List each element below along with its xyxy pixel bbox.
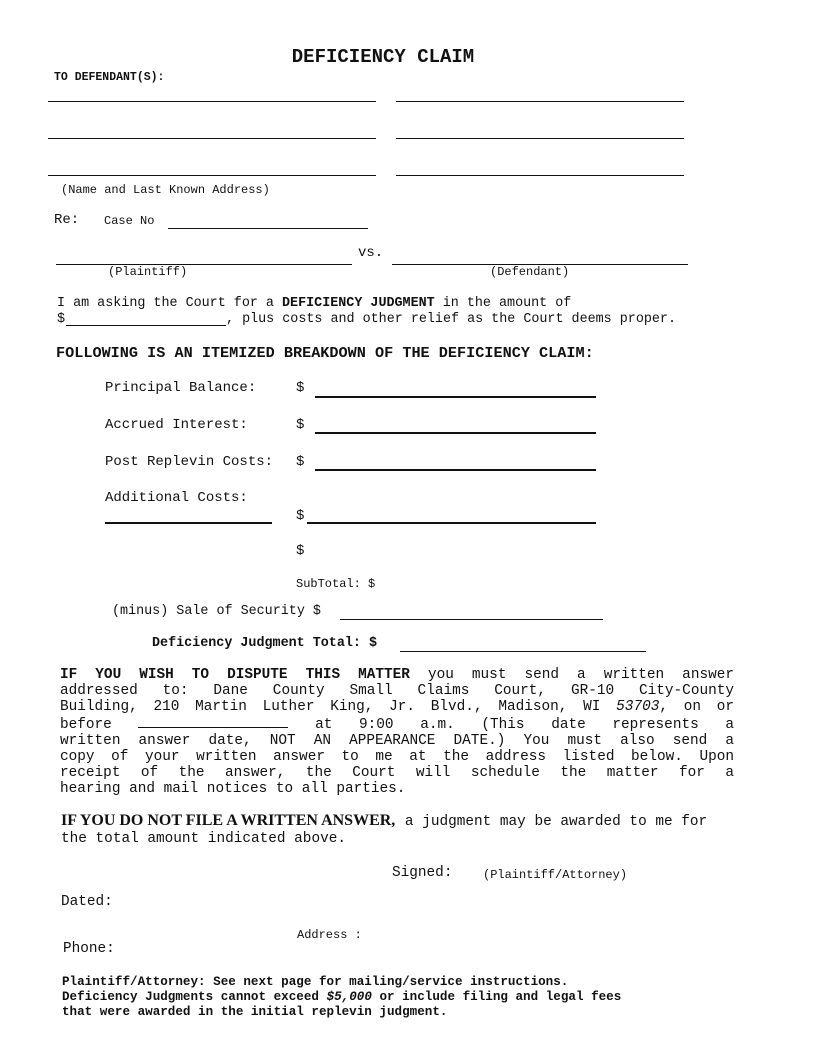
additional-dollar: $ [296,508,305,524]
dispute-line-5: written answer date, NOT AN APPEARANCE DATE.) You must also send a [60,733,734,749]
footer-line-2-post: or include filing and legal fees [379,990,622,1004]
request-line-2-post: , plus costs and other relief as the Court deems proper. [226,312,676,327]
additional-costs-label: Additional Costs: [105,490,248,506]
breakdown-heading: FOLLOWING IS AN ITEMIZED BREAKDOWN OF THE DEFICIENCY CLAIM: [56,344,594,362]
footer-line-3: that were awarded in the initial replevin judgment. [62,1005,448,1019]
request-deficiency-judgment: DEFICIENCY JUDGMENT [282,296,435,311]
re-label: Re: [54,212,80,228]
dispute-line-2: addressed to: Dane County Small Claims Court, GR-10 City-County [60,683,734,699]
no-answer-line-2: the total amount indicated above. [61,831,346,847]
plaintiff-label: (Plaintiff) [108,265,188,279]
defendant-line-right-2[interactable] [396,138,684,139]
footer-line-2 [62,990,621,1004]
post-replevin-costs-label: Post Replevin Costs: [105,454,274,470]
extra-dollar: $ [296,543,305,559]
dispute-line-6: copy of your written answer to me at the address listed below. Upon [60,749,734,765]
deficiency-total-label: Deficiency Judgment Total: $ [152,636,377,651]
request-amount-line[interactable] [66,325,226,326]
defendant-line-left-1[interactable] [48,101,376,102]
additional-costs-line[interactable] [307,522,596,524]
defendant-line-left-3[interactable] [48,175,376,176]
dispute-zip: 53703 [616,699,660,715]
subtotal-label: SubTotal: $ [296,577,376,591]
accrued-interest-line[interactable] [315,432,596,434]
minus-sale-line[interactable] [340,619,603,620]
footer-line-1: Plaintiff/Attorney: See next page for mailing/service instructions. [62,975,569,989]
no-answer-text-1: a judgment may be awarded to me for [404,814,708,830]
dispute-line-3-post: , on or [659,699,735,715]
to-defendants-label: TO DEFENDANT(S): [54,71,165,84]
request-dollar-sign: $ [57,312,66,327]
answer-date-line[interactable] [138,715,288,728]
principal-dollar: $ [296,380,305,396]
footer-amount: $5,000 [326,990,372,1004]
footer-line-2-pre: Deficiency Judgments cannot exceed [62,990,319,1004]
vs-label: vs. [358,245,384,261]
request-line-1 [57,296,571,311]
plaintiff-attorney-label: (Plaintiff/Attorney) [483,868,628,882]
post-replevin-costs-line[interactable] [315,469,596,471]
dispute-line-3-pre: Building, 210 Martin Luther King, Jr. Blvd., Madison, WI [60,699,601,715]
defendant-line-right-1[interactable] [396,101,684,102]
principal-balance-label: Principal Balance: [105,380,257,396]
dispute-line-8: hearing and mail notices to all parties. [60,781,406,797]
signed-label: Signed: [392,865,453,881]
page-title: DEFICIENCY CLAIM [291,46,475,68]
request-post: in the amount of [442,296,572,311]
name-address-note: (Name and Last Known Address) [61,183,270,197]
defendant-line-right-3[interactable] [396,175,684,176]
principal-balance-line[interactable] [315,396,596,398]
no-answer-lead: IF YOU DO NOT FILE A WRITTEN ANSWER, [61,812,396,829]
replevin-dollar: $ [296,454,305,470]
dated-label: Dated: [61,894,113,910]
plaintiff-line[interactable] [56,264,352,265]
interest-dollar: $ [296,417,305,433]
minus-sale-label: (minus) Sale of Security $ [112,604,321,619]
defendant-line-left-2[interactable] [48,138,376,139]
address-label: Address : [297,928,362,942]
case-no-label: Case No [104,214,155,228]
dispute-line-4-post: at 9:00 a.m. (This date represents a [315,717,734,733]
dispute-paragraph [60,667,734,797]
dispute-line-7: receipt of the answer, the Court will schedule the matter for a [60,765,734,781]
additional-costs-desc-line[interactable] [105,522,272,524]
no-answer-line-1 [61,812,707,830]
case-no-line[interactable] [168,228,368,229]
dispute-line-4-pre: before [60,717,112,733]
dispute-line-1: you must send a written answer [427,667,734,683]
accrued-interest-label: Accrued Interest: [105,417,248,433]
phone-label: Phone: [63,941,115,957]
dispute-lead: IF YOU WISH TO DISPUTE THIS MATTER [60,667,410,683]
deficiency-total-line[interactable] [400,651,646,652]
request-pre: I am asking the Court for a [57,296,274,311]
defendant-label: (Defendant) [490,265,570,279]
